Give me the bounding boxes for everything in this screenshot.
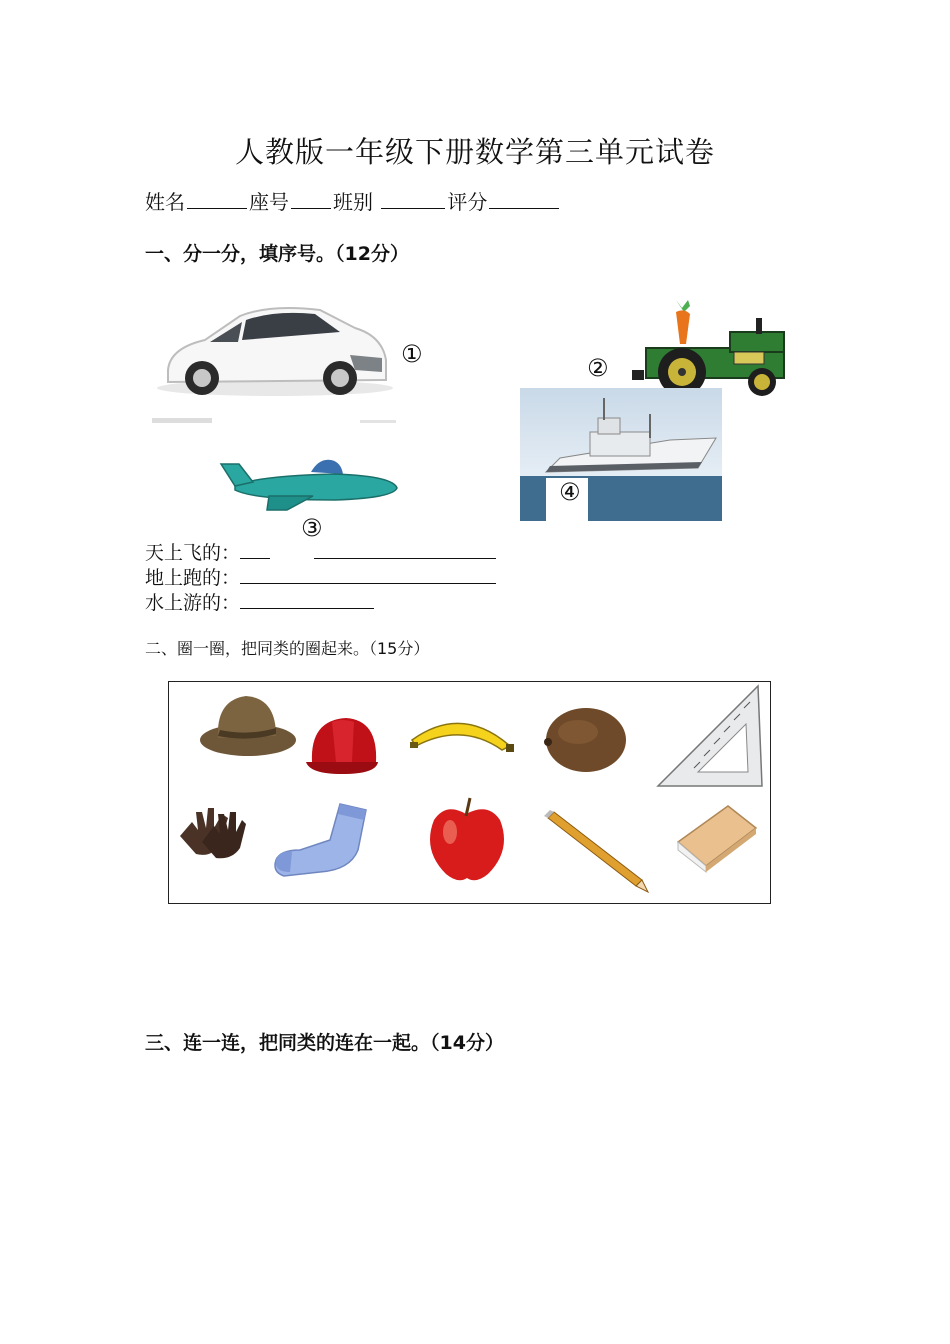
marker-1: ①	[401, 340, 423, 368]
name-field[interactable]	[187, 188, 247, 209]
class-label: 班别	[333, 190, 373, 214]
marker-2: ②	[587, 354, 609, 382]
sock-icon[interactable]	[270, 800, 374, 880]
score-label: 评分	[447, 190, 488, 214]
answer-label-sky: 天上飞的：	[145, 542, 241, 564]
section2-heading: 二、圈一圈，把同类的圈起来。（15分）	[145, 639, 430, 658]
apple-icon[interactable]	[426, 794, 508, 884]
page-title: 人教版一年级下册数学第三单元试卷	[234, 135, 715, 169]
score-field[interactable]	[489, 188, 559, 209]
section1-heading: 一、分一分，填序号。（12分）	[145, 243, 409, 265]
seat-label: 座号	[249, 190, 289, 214]
answer-line-water	[145, 588, 374, 615]
marker-4: ④	[559, 478, 581, 506]
pencil-icon[interactable]	[544, 810, 652, 894]
student-info-line	[145, 186, 561, 215]
name-label: 姓名	[145, 190, 185, 214]
answer-field-water[interactable]	[240, 590, 374, 609]
class-field[interactable]	[381, 188, 445, 209]
answer-line-sky	[145, 538, 496, 565]
answer-line-land	[145, 563, 496, 590]
answer-field-sky-1[interactable]	[240, 540, 270, 559]
ruler-icon[interactable]	[654, 682, 764, 788]
airplane-icon	[215, 456, 403, 512]
banana-icon[interactable]	[406, 704, 518, 756]
tractor-icon	[632, 296, 792, 400]
answer-field-sky-2[interactable]	[314, 540, 496, 559]
marker-3: ③	[301, 514, 323, 542]
car-icon	[150, 300, 400, 430]
gloves-icon[interactable]	[172, 800, 248, 864]
answer-label-land: 地上跑的：	[145, 567, 241, 589]
answer-label-water: 水上游的：	[145, 592, 241, 614]
hat-icon[interactable]	[196, 690, 300, 762]
kiwi-icon[interactable]	[542, 704, 630, 774]
seat-field[interactable]	[291, 188, 331, 209]
helmet-icon[interactable]	[302, 712, 382, 782]
eraser-icon[interactable]	[672, 794, 760, 874]
ship-icon	[520, 388, 722, 521]
section3-heading: 三、连一连，把同类的连在一起。（14分）	[145, 1032, 504, 1054]
answer-field-land[interactable]	[240, 565, 496, 584]
